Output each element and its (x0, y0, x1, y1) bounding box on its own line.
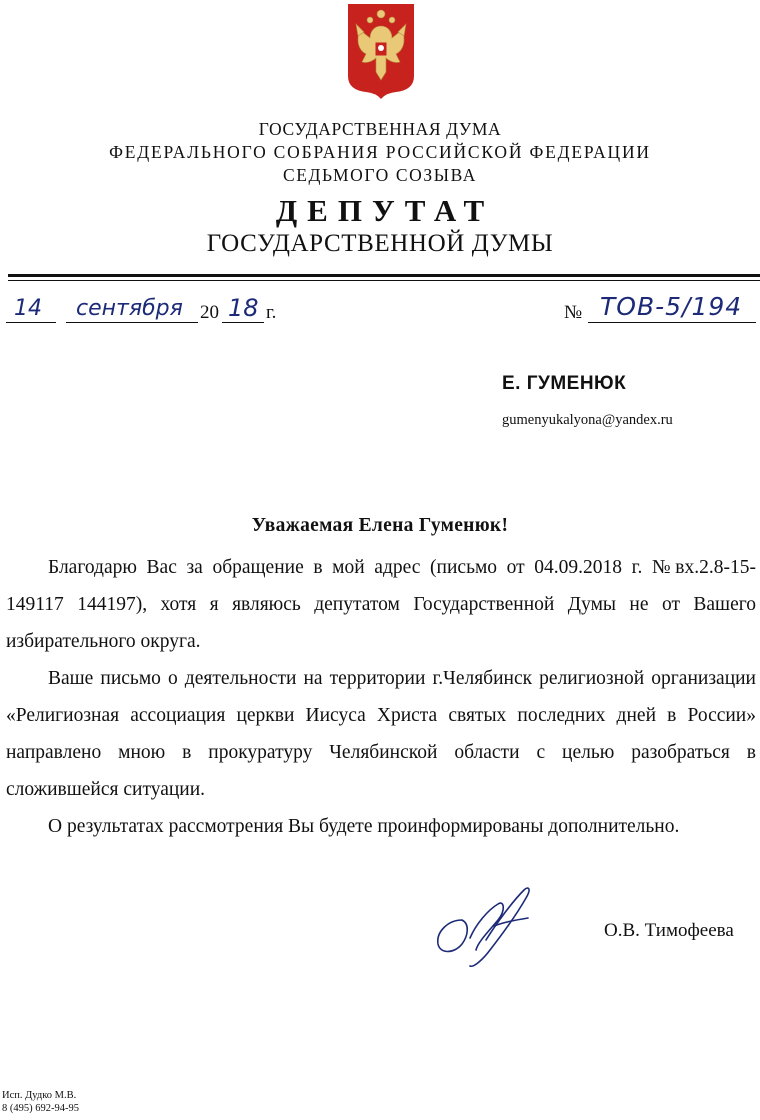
russian-coat-of-arms-icon (346, 2, 416, 100)
handwritten-signature (428, 880, 548, 972)
letter-number: ТОВ-5/194 (600, 292, 743, 321)
letter-month: сентября (76, 296, 183, 321)
recipient-email: gumenyukalyona@yandex.ru (502, 412, 673, 428)
recipient-name: Е. ГУМЕНЮК (502, 373, 627, 394)
paragraph-2-text: Ваше письмо о деятельности на территории г.Челябинск религиозной организации «Религиозная ассоциация церкви Иисуса Христа святых последних дней в России» направлено мною в прокуратуру Челябинской области с целью разобраться в сложившейся ситуации. (6, 668, 756, 800)
header-line-3: СЕДЬМОГО СОЗЫВА (282, 165, 478, 185)
year-unit: г. (266, 302, 277, 323)
year-underline (222, 322, 264, 323)
year-prefix: 20 (200, 302, 219, 323)
signer-name: О.В. Тимофеева (604, 920, 734, 941)
date-number-line (0, 292, 760, 332)
paragraph-2 (6, 660, 756, 808)
number-underline (588, 322, 756, 323)
executor-info (2, 1089, 79, 1115)
year-suffix: 18 (228, 294, 259, 322)
header-divider-thick (8, 274, 760, 277)
paragraph-3-text: О результатах рассмотрения Вы будете проинформированы дополнительно. (48, 816, 680, 837)
header-line-1: ГОСУДАРСТВЕННАЯ ДУМА (258, 119, 502, 139)
month-underline (66, 322, 198, 323)
number-label: № (564, 302, 583, 323)
page-title: ДЕПУТАТ (275, 193, 495, 228)
executor-name: Исп. Дудко М.В. (2, 1090, 77, 1101)
paragraph-1-text: Благодарю Вас за обращение в мой адрес (письмо от 04.09.2018 г. №вх.2.8-15-149117 144197), хотя я являюсь депутатом Государственной Думы не от Вашего избирательного округа. (6, 557, 756, 652)
paragraph-3 (6, 808, 756, 845)
letter-day: 14 (14, 296, 42, 321)
executor-phone: 8 (495) 692-94-95 (2, 1103, 79, 1114)
greeting: Уважаемая Елена Гуменюк! (251, 515, 509, 536)
paragraph-1 (6, 549, 756, 660)
page-subtitle: ГОСУДАРСТВЕННОЙ ДУМЫ (206, 230, 554, 257)
header-line-2: ФЕДЕРАЛЬНОГО СОБРАНИЯ РОССИЙСКОЙ ФЕДЕРАЦИИ (109, 142, 651, 162)
header-divider-thin (8, 280, 760, 281)
day-underline (6, 322, 56, 323)
